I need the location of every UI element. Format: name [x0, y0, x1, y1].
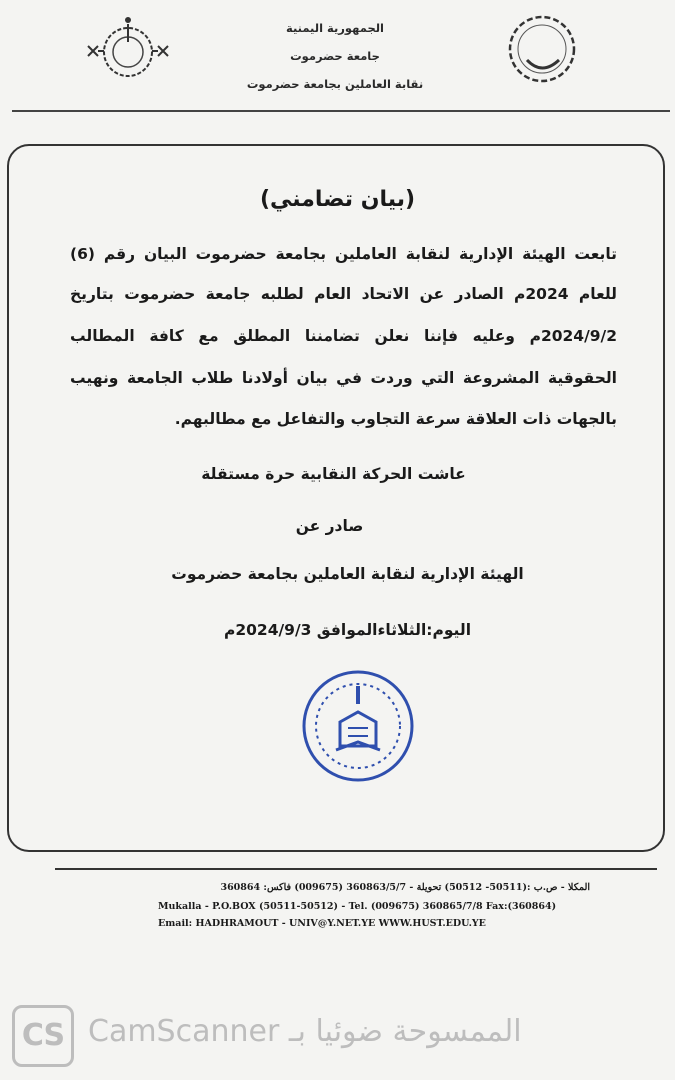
body-line: بالجهات ذات العلاقة سرعة التجاوب والتفاعل مع مطالبهم.: [174, 410, 617, 428]
country-name: الجمهورية اليمنية: [285, 21, 384, 35]
header-text: [225, 14, 445, 98]
footer-email: Email: HADHRAMOUT - UNIV@Y.NET.YE WWW.HUST.EDU.YE: [158, 918, 486, 929]
statement-title: (بيان تضامني): [259, 187, 416, 212]
issued-by-label: صادر عن: [295, 517, 364, 535]
union-name: نقابة العاملين بجامعة حضرموت: [246, 77, 424, 91]
official-seal-icon: [296, 664, 420, 788]
issuer-name: الهيئة الإدارية لنقابة العاملين بجامعة حضرموت: [171, 565, 524, 583]
slogan: عاشت الحركة النقابية حرة مستقلة: [201, 465, 466, 483]
footer-address-english: Mukalla - P.O.BOX (50511-50512) - Tel. (009675) 360865/7/8 Fax:(360864): [158, 901, 557, 912]
body-line: تابعت الهيئة الإدارية لنقابة العاملين بجامعة حضرموت البيان رقم (6): [70, 245, 617, 263]
footer-divider: [55, 868, 657, 870]
body-line: الحقوقية المشروعة التي وردت في بيان أولادنا طلاب الجامعة ونهيب: [70, 369, 617, 387]
camscanner-watermark: الممسوحة ضوئيا بـ CamScanner: [88, 1014, 522, 1049]
header-divider: [12, 110, 670, 112]
union-emblem-icon: [78, 12, 178, 92]
body-line: 2024/9/2م وعليه فإننا نعلن تضامننا المطلق مع كافة المطالب: [70, 327, 617, 345]
university-logo-icon: [503, 10, 581, 88]
body-line: للعام 2024م الصادر عن الاتحاد العام لطلبه جامعة حضرموت بتاريخ: [70, 285, 617, 303]
university-name: جامعة حضرموت: [290, 49, 380, 63]
footer-address-arabic: المكلا - ص.ب :(50511- 50512) تحويلة - 360863/5/7 (009675) فاكس: 360864: [220, 882, 590, 893]
date-line: اليوم:الثلاثاءالموافق 2024/9/3م: [223, 621, 472, 639]
camscanner-logo-icon: CS: [12, 1005, 74, 1067]
